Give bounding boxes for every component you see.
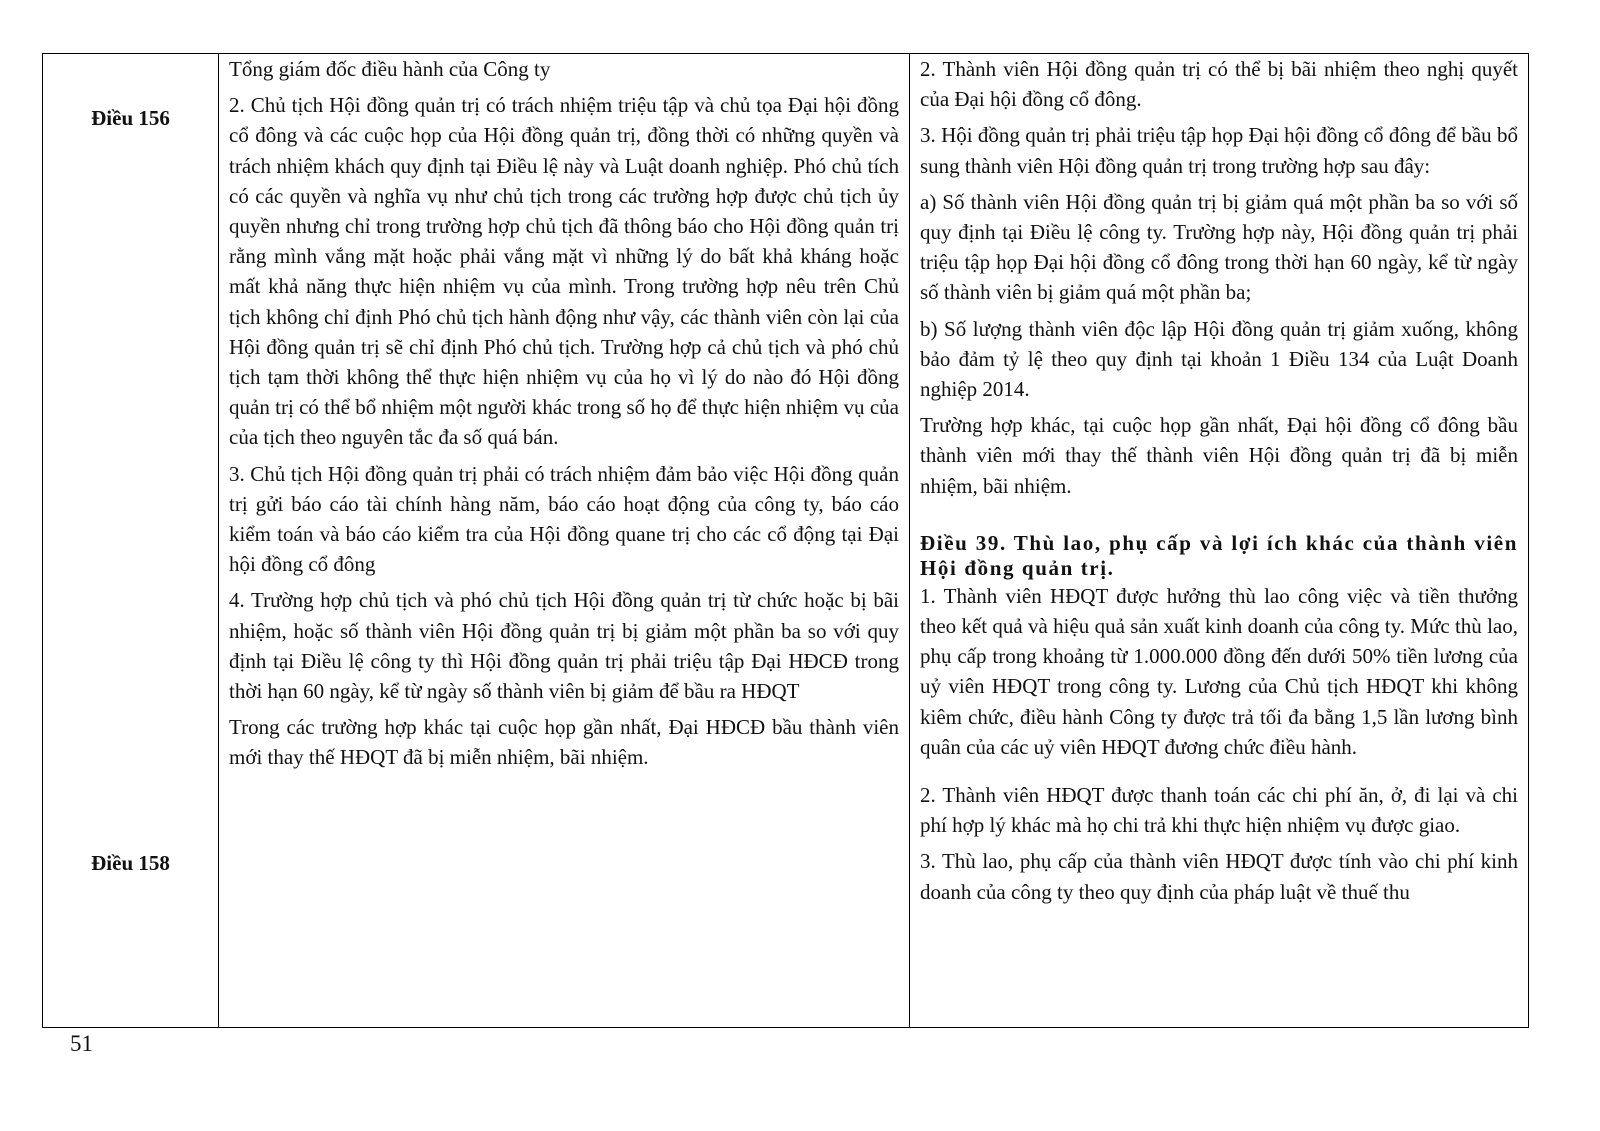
article-label: Điều 156 [91, 106, 170, 130]
paragraph: Tổng giám đốc điều hành của Công ty [229, 57, 551, 81]
paragraph: Trường hợp khác, tại cuộc họp gần nhất, Đại hội đồng cổ đông bầu thành viên mới thay thế thành viên Hội đồng quản trị đã bị miễn nhiệm, bãi nhiệm. [920, 413, 1518, 498]
paragraph: Trong các trường hợp khác tại cuộc họp gần nhất, Đại HĐCĐ bầu thành viên mới thay thế HĐQT đã bị miễn nhiệm, bãi nhiệm. [229, 715, 899, 770]
paragraph: 2. Chủ tịch Hội đồng quản trị có trách nhiệm triệu tập và chủ tọa Đại hội đồng cổ đông và các cuộc họp của Hội đồng quản trị, đồng thời có những quyền và trách nhiệm khách quy định tại Điều lệ này và Luật doanh nghiệp. Phó chủ tích có các quyền và nghĩa vụ như chủ tịch trong các trường hợp được chủ tịch ủy quyền nhưng chỉ trong trường hợp chủ tịch đã thông báo cho Hội đồng quản trị rằng mình vắng mặt hoặc phải vắng mặt vì những lý do bất khả kháng hoặc mất khả năng thực hiện nhiệm vụ của mình. Trong trường hợp nêu trên Chủ tịch không chỉ định Phó chủ tịch hành động như vậy, các thành viên còn lại của Hội đồng quản trị sẽ chỉ định Phó chủ tịch. Trường hợp cả chủ tịch và phó chủ tịch tạm thời không thể thực hiện nhiệm vụ của họ vì lý do nào đó Hội đồng quản trị có thể bổ nhiệm một người khác trong số họ để thực hiện nhiệm vụ của của tịch theo nguyên tắc đa số quá bán. [229, 93, 899, 450]
article-heading: Điều 39. Thù lao, phụ cấp và lợi ích khác của thành viên Hội đồng quản trị. [920, 530, 1518, 580]
old-regulation-column [219, 54, 910, 1027]
paragraph: b) Số lượng thành viên độc lập Hội đồng quản trị giảm xuống, không bảo đảm tỷ lệ theo quy định tại khoản 1 Điều 134 của Luật Doanh nghiệp 2014. [920, 316, 1518, 402]
comparison-table [42, 53, 1529, 1028]
article-column [43, 54, 219, 1027]
paragraph: 4. Trường hợp chủ tịch và phó chủ tịch Hội đồng quản trị từ chức hoặc bị bãi nhiệm, hoặc số thành viên Hội đồng quản trị bị giảm một phần ba so với quy định tại Điều lệ công ty thì Hội đồng quản trị phải triệu tập Đại HĐCĐ trong thời hạn 60 ngày, kể từ ngày số thành viên bị giảm để bầu ra HĐQT [229, 588, 899, 704]
page-number: 51 [70, 1031, 93, 1056]
paragraph: a) Số thành viên Hội đồng quản trị bị giảm quá một phần ba so với số quy định tại Điều lệ công ty. Trường hợp này, Hội đồng quản trị phải triệu tập họp Đại hội đồng cổ đông trong thời hạn 60 ngày, kể từ ngày số thành viên bị giảm quá một phần ba; [920, 189, 1518, 305]
paragraph: 3. Thù lao, phụ cấp của thành viên HĐQT được tính vào chi phí kinh doanh của công ty theo quy định của pháp luật về thuế thu [920, 849, 1518, 904]
paragraph: 1. Thành viên HĐQT được hưởng thù lao công việc và tiền thưởng theo kết quả và hiệu quả sản xuất kinh doanh của công ty. Mức thù lao, phụ cấp trong khoảng từ 1.000.000 đồng đến dưới 50% tiền lương của uỷ viên HĐQT trong công ty. Lương của Chủ tịch HĐQT khi không kiêm chức, điều hành Công ty được trả tối đa bằng 1,5 lần lương bình quân của các uỷ viên HĐQT đương chức điều hành. [920, 583, 1518, 759]
paragraph: 2. Thành viên HĐQT được thanh toán các chi phí ăn, ở, đi lại và chi phí hợp lý khác mà họ chi trả khi thực hiện nhiệm vụ được giao. [920, 783, 1518, 838]
new-regulation-column [910, 54, 1528, 1027]
paragraph: 3. Hội đồng quản trị phải triệu tập họp Đại hội đồng cổ đông để bầu bổ sung thành viên Hội đồng quản trị trong trường hợp sau đây: [920, 123, 1518, 178]
paragraph: 2. Thành viên Hội đồng quản trị có thể bị bãi nhiệm theo nghị quyết của Đại hội đồng cổ đông. [920, 57, 1518, 112]
article-label: Điều 158 [91, 851, 170, 875]
paragraph: 3. Chủ tịch Hội đồng quản trị phải có trách nhiệm đảm bảo việc Hội đồng quản trị gửi báo cáo tài chính hàng năm, báo cáo hoạt động của công ty, báo cáo kiểm toán và báo cáo kiểm tra của Hội đồng quane trị cho các cổ động tại Đại hội đồng cổ đông [229, 461, 899, 577]
